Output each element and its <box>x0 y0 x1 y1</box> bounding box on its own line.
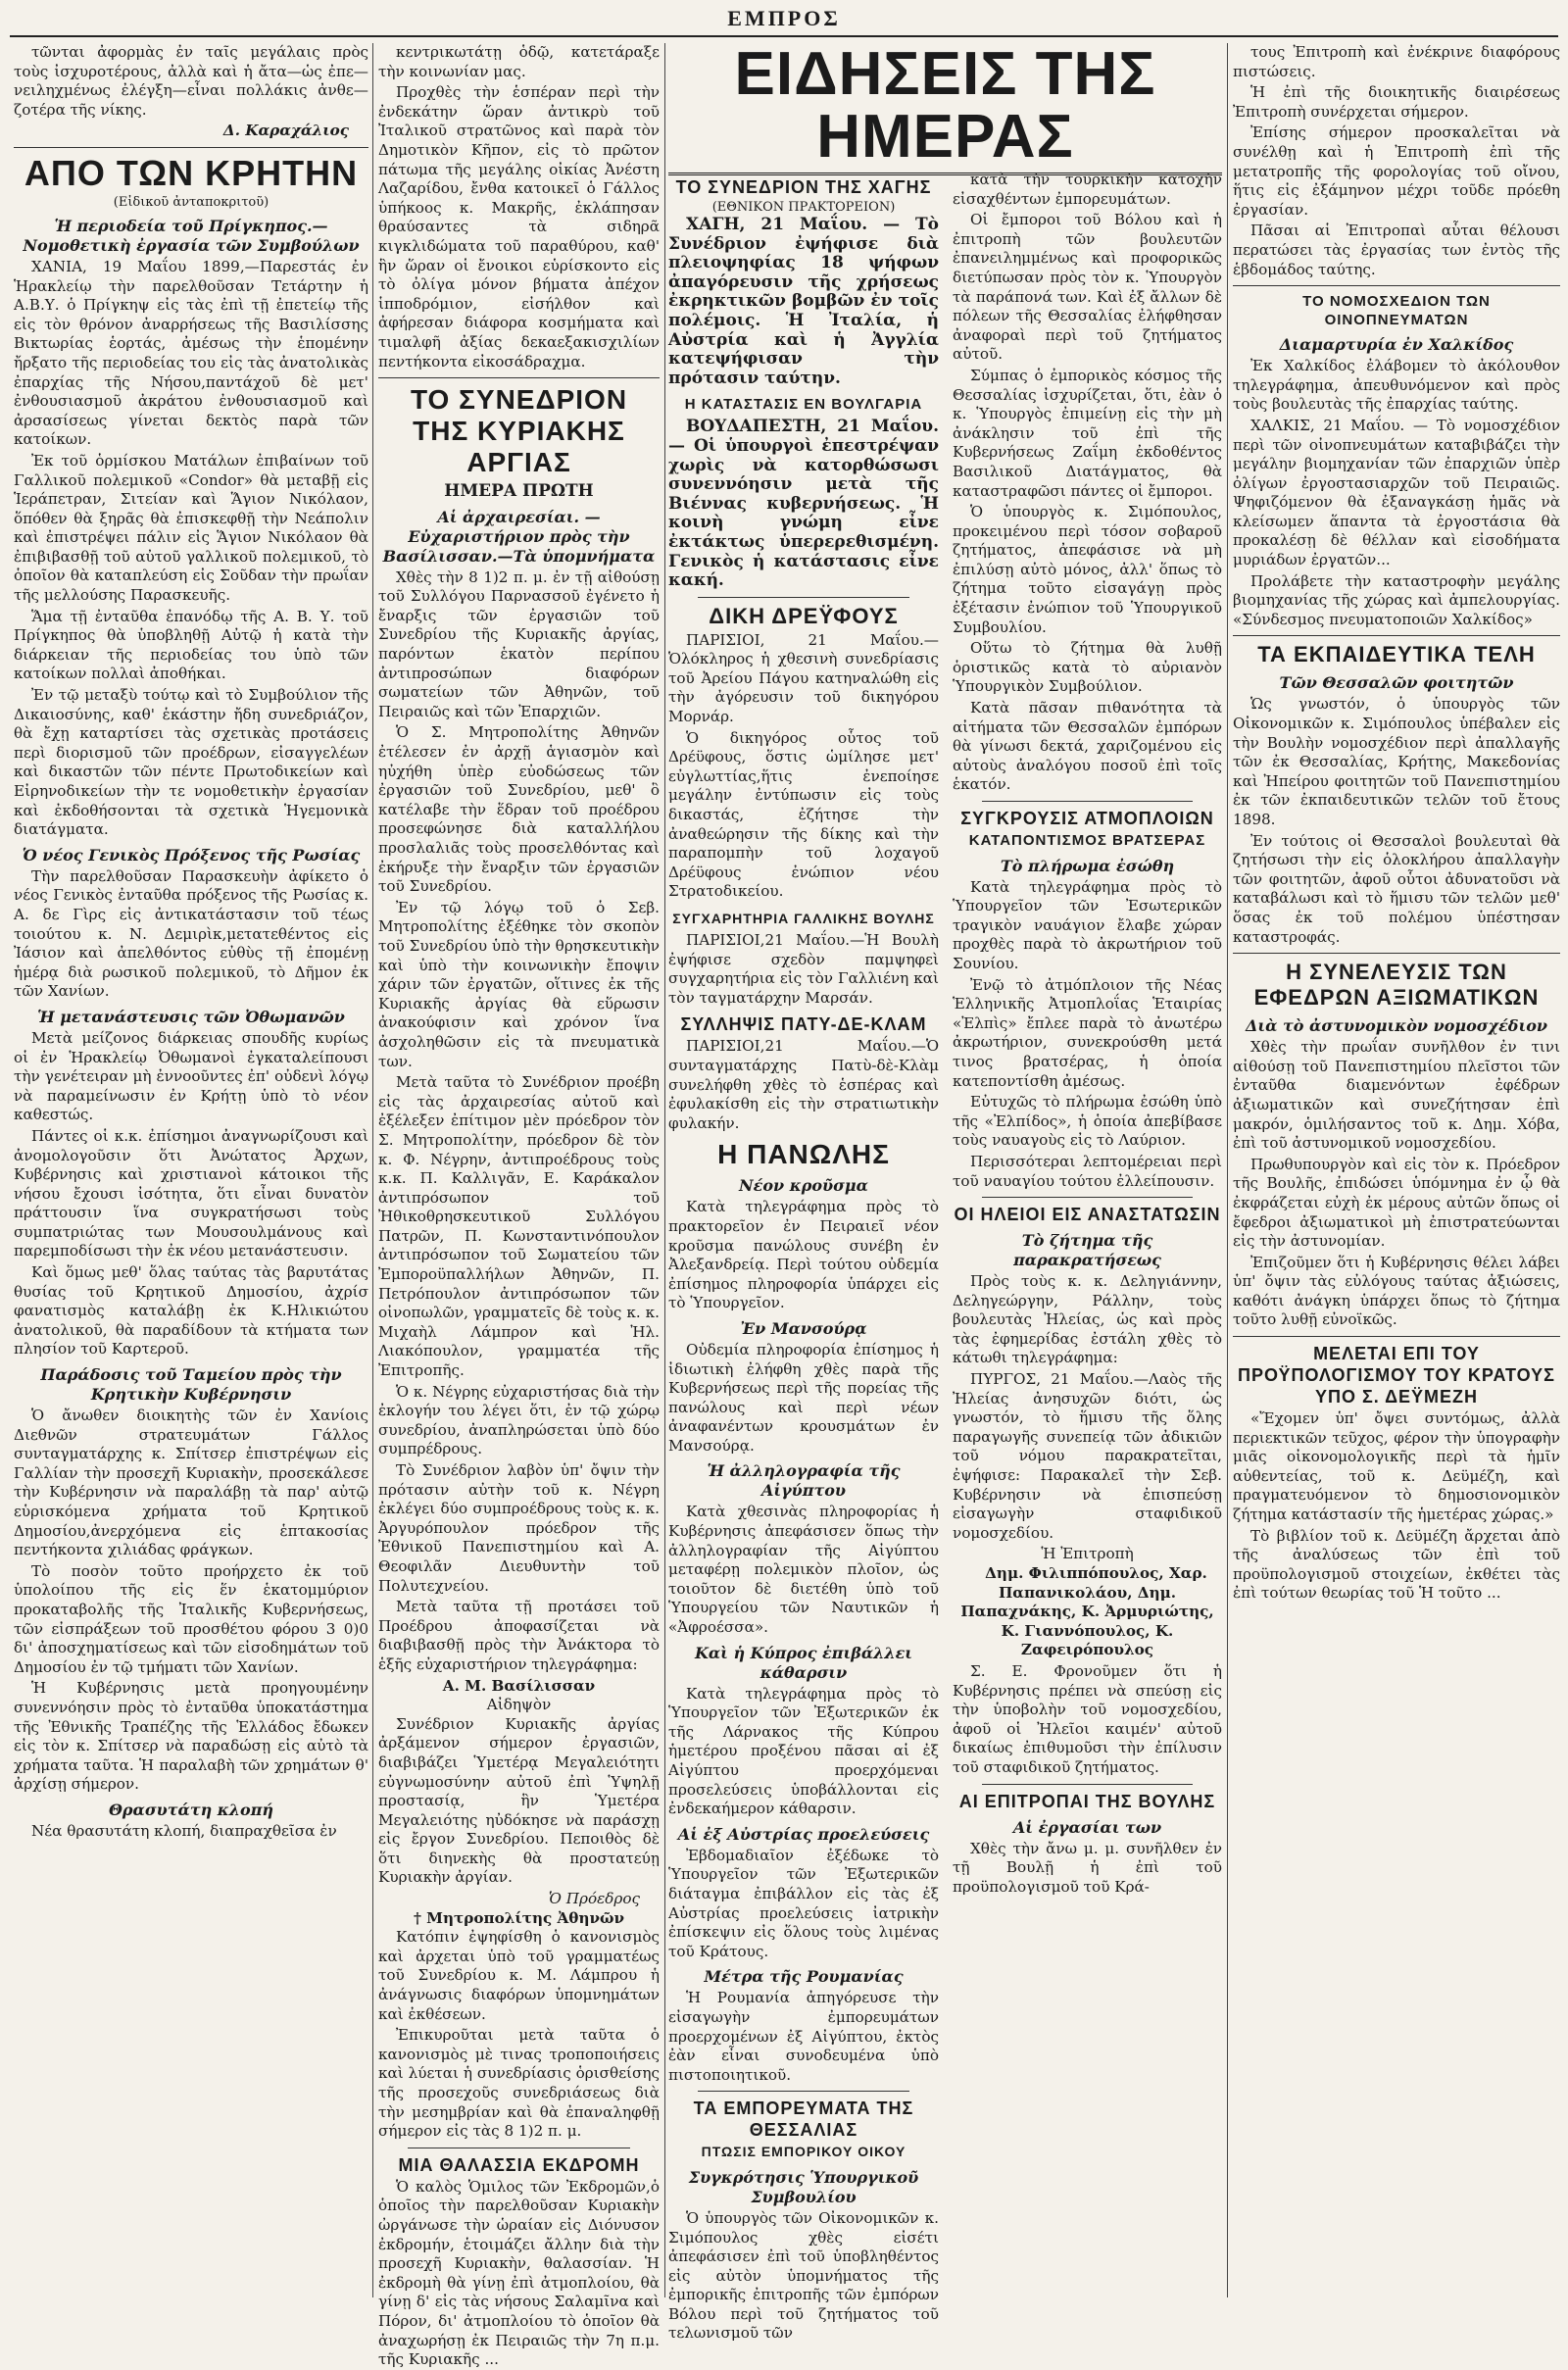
paragraph: Ἐπιζοῦμεν ὅτι ἡ Κυβέρνησις θέλει λάβει ὑπ' ὄψιν τὰς εὐλόγους ταύτας ἀξιώσεις, καθότι ἀνάγκη ὑπάρχει ὅπως τὸ ζήτημα τοῦτο λυθῇ εὐνοϊκῶς. <box>1233 1253 1560 1329</box>
section-subheadline: ΠΤΩΣΙΣ ΕΜΠΟΡΙΚΟΥ ΟΙΚΟΥ <box>701 2144 906 2160</box>
column-divider <box>1227 43 1228 2297</box>
paragraph: ΧΑΝΙΑ, 19 Μαΐου 1899,—Παρεστάς ἐν Ἡρακλείῳ τὴν παρελθοῦσαν Τετάρτην ἡ Α.Β.Υ. ὁ Πρίγκηψ εἰς τὰς ἐπὶ τῇ ἐπετείῳ τῆς εἰς τὸν θρόνον ἀναρρήσεως τῆς Βασιλίσσης Βικτωρίας ἑορτάς, ἀμέσως τὴν ἑπομένην ἤρξατο τῆς περιοδείας του εἰς τὰς ἀνατολικὰς ἐπαρχίας τῆς Νήσου,παντάχοῦ δὲ μετ' ἐνθουσιασμοῦ ἀκράτου ἐνθουσιασμοῦ καὶ ἀρσασίσεως γίνεται δεκτὸς παρὰ τῶν κατοίκων. <box>14 257 368 449</box>
paragraph: Οἱ ἔμποροι τοῦ Βόλου καὶ ἡ ἐπιτροπὴ τῶν βουλευτῶν ἐπανειλημμένως καὶ προφορικῶς διετύπωσαν πρὸς τὸν κ. Ὑπουργὸν τὰ παράπονά των. Καὶ ἐξ ἄλλων δὲ πόλεων τῆς Θεσσαλίας ἐλήφθησαν ἀναφοραὶ περὶ τοῦ ζητήματος αὐτοῦ. <box>953 211 1222 364</box>
paragraph: Ὁ ἄνωθεν διοικητὴς τῶν ἐν Χανίοις Διεθνῶν στρατευμάτων Γάλλος συνταγματάρχης κ. Σπίτσερ ἐπιστρέψων εἰς Γαλλίαν τὴν προσεχῆ Κυριακὴν, προσεκάλεσε τὴν Κυβέρνησιν νὰ παραλάβῃ τὰ παρ' αὐτῷ εὑρισκόμενα χρήματα τοῦ Κρητικοῦ Δημοσίου,ἀνερχόμενα εἰς ἑπτακοσίας πεντήκοντα χιλιάδας φράγκων. <box>14 1407 368 1559</box>
paragraph: Ὁ κ. Νέγρης εὐχαριστήσας διὰ τὴν ἐκλογήν του λέγει ὅτι, ἐν τῷ χώρῳ συνεδρίου, ἀναπληρώσεται ὑπὸ δύο συμπρέδρους. <box>378 1382 660 1458</box>
paragraph: Σ. Ε. Φρονοῦμεν ὅτι ἡ Κυβέρνησις πρέπει νὰ σπεύσῃ εἰς τὴν ὑποβολὴν τοῦ νομοσχεδίου, ἀφοῦ οἱ Ἠλεῖοι καιμέν' αὐτοῦ δικαίως ἐπιθυμοῦσι τὴν ἐπίλυσιν τοῦ σταφιδικοῦ ζητήματος. <box>953 1661 1222 1776</box>
paragraph: Ἐν τῷ λόγῳ τοῦ ὁ Σεβ. Μητροπολίτης ἐξέθηκε τὸν σκοπὸν τοῦ Συνεδρίου ὑπὸ τὴν θρησκευτικὴν καὶ ὑπὸ τὴν κοινωνικὴν ἔποψιν χάριν τῶν ἐργατῶν, οἵτινες ἐκ τῆς Κυριακῆς ἀργίας θὰ εὕρωσιν ἀνακούφισιν καὶ χρόνον ἵνα ἀσχοληθῶσιν εἰς τὰ πνευματικὰ των. <box>378 898 660 1070</box>
paragraph: Ὁ Σ. Μητροπολίτης Ἀθηνῶν ἐτέλεσεν ἐν ἀρχῇ ἁγιασμὸν καὶ ηὐχήθη ὑπὲρ εὐοδώσεως τῶν ἐργασιῶν τοῦ Συνεδρίου, μεθ' ὃ κατέλαβε τὴν ἕδραν τοῦ προέδρου προσεφώνησε διὰ καταλλήλου προσλαλιᾶς τοὺς προσελθόντας καὶ ἐκήρυξε τὴν ἔναρξιν τῶν ἐργασιῶν τοῦ Συνεδρίου. <box>378 723 660 896</box>
paragraph: Ἡ Κυβέρνησις μετὰ προηγουμένην συνεννόησιν πρὸς τὸ ἐνταῦθα ὑποκατάστημα τῆς Ἐθνικῆς Τραπέζης τῆς Ἑλλάδος ἔδωκεν εἰς τὸν κ. Σπίτσερ νὰ παραδώσῃ εἰς αὐτὸ τὰ χρήματα ταῦτα. Ἡ παραλαβὴ τῶν χρημάτων θ' ἀρχίσῃ σήμερον. <box>14 1679 368 1794</box>
signature-title: Ὁ Πρόεδρος <box>548 1890 640 1908</box>
paragraph: Οὐδεμία πληροφορία ἐπίσημος ἡ ἰδιωτικὴ ἐλήφθη χθὲς παρὰ τῆς Κυβερνήσεως περὶ τῆς πορείας τῆς πανώλους καὶ περὶ νέων ἀναφανέντων κρουσμάτων ἐν Μανσούρᾳ. <box>668 1340 939 1455</box>
section-headline: ΜΕΛΕΤΑΙ ΕΠΙ ΤΟΥ ΠΡΟΫΠΟΛΟΓΙΣΜΟΥ ΤΟΥ ΚΡΑΤΟΥΣ ΥΠΟ Σ. ΔΕΫΜΕΖΗ <box>1237 1344 1555 1407</box>
column-3 <box>668 40 1222 2343</box>
paragraph: Ἡ ἐπὶ τῆς διοικητικῆς διαιρέσεως Ἐπιτροπὴ συνέρχεται σήμερον. <box>1233 83 1560 121</box>
paragraph: Χθὲς τὴν 8 1)2 π. μ. ἐν τῇ αἰθούσῃ τοῦ Συλλόγου Παρνασσοῦ ἐγένετο ἡ ἔναρξις τῶν ἐργασιῶν τοῦ Συνεδρίου τῆς Κυριακῆς ἀργίας, παρόντων ἑκατὸν περίπου ἀντιπροσώπων διαφόρων σωματείων τῶν Ἀθηνῶν, τοῦ Πειραιῶς καὶ τῶν Ἐπαρχιῶν. <box>378 568 660 720</box>
paragraph: τους Ἐπιτροπὴ καὶ ἐνέκρινε διαφόρους πιστώσεις. <box>1233 43 1560 80</box>
divider <box>982 1197 1193 1198</box>
section-headline: ΑΙ ΕΠΙΤΡΟΠΑΙ ΤΗΣ ΒΟΥΛΗΣ <box>958 1791 1216 1811</box>
subheading: Θρασυτάτη κλοπή <box>108 1800 274 1819</box>
section-headline: ΔΙΚΗ ΔΡΕΫΦΟΥΣ <box>709 603 899 628</box>
paragraph: Ἐνῷ τὸ ἀτμόπλοιον τῆς Νέας Ἑλληνικῆς Ἀτμοπλοΐας Ἑταιρίας «Ἐλπὶς» ἔπλεε παρὰ τὸ ἀνωτέρω ἀκρωτήριον, συνεκρούσθη μετά τινος βρατσέρας, ἡ ὁποία κατεποντίσθη ἀμέσως. <box>953 975 1222 1090</box>
subheading: Ἡ περιοδεία τοῦ Πρίγκηπος.—Νομοθετικὴ ἐργασία τῶν Συμβούλων <box>23 216 360 255</box>
paragraph: ΠΑΡΙΣΙΟΙ, 21 Μαΐου.—Ὁλόκληρος ἡ χθεσινὴ συνεδρίασις τοῦ Ἀρείου Πάγου κατηναλώθη εἰς τὴν ἀγόρευσιν τοῦ δικηγόρου Μορνάρ. <box>668 630 939 726</box>
divider <box>698 2091 909 2092</box>
main-headline: ΕΙΔΗΣΕΙΣ ΤΗΣ ΗΜΕΡΑΣ <box>668 43 1222 175</box>
paragraph: ΧΑΓΗ, 21 Μαΐου. — Τὸ Συνέδριον ἐψήφισε διὰ πλειοψηφίας 18 ψήφων ἀπαγόρευσιν τῆς χρήσεως ἐκρηκτικῶν βομβῶν ἐν τοῖς πολέμοις. Ἡ Ἰταλία, ἡ Αὐστρία καὶ ἡ Ἀγγλία κατεψήφισαν τὴν πρότασιν ταύτην. <box>668 215 939 388</box>
paragraph: Πᾶσαι αἱ Ἐπιτροπαὶ αὗται θέλουσι περατώσει τὰς ἐργασίας των ἐντὸς τῆς ἑβδομάδος ταύτης. <box>1233 222 1560 278</box>
section-headline: ΑΠΟ ΤΩΝ ΚΡΗΤΗΝ <box>24 152 359 193</box>
subheading: Ἡ ἀλληλογραφία τῆς Αἰγύπτου <box>707 1461 901 1501</box>
subheading: Αἱ ἀρχαιρεσίαι. — Εὐχαριστήριον πρὸς τὴν Βασίλισσαν.—Τὰ ὑπομνήματα <box>382 507 656 566</box>
section-headline: ΤΟ ΣΥΝΕΔΡΙΟΝ ΤΗΣ ΧΑΓΗΣ <box>675 177 932 197</box>
divider <box>14 147 368 148</box>
paragraph: Εὐτυχῶς τὸ πλήρωμα ἐσώθη ὑπὸ τῆς «Ἐλπίδος», ἡ ὁποία ἀπεβίβασε τοὺς ναυαγοὺς εἰς τὸ Λαύριον. <box>953 1093 1222 1150</box>
paragraph: Πάντες οἱ κ.κ. ἐπίσημοι ἀναγνωρίζουσι καὶ ἀνομολογοῦσιν ὅτι Ἀνώτατος Ἀρχων, Κυβέρνησις καὶ χριστιανοὶ κάτοικοι τῆς νήσου ἔχουσι ἰσότητα, ὅτι εἶναι δυνατὸν πράττουσιν ἵνα συγκρατήσωσι τοὺς συμπατριώτας των Μουσουλμάνους καὶ παρεμποδίσωσι τὴν ἐκ νέου μετανάστευσιν. <box>14 1126 368 1260</box>
paragraph: Κατὰ τηλεγράφημα πρὸς τὸ Ὑπουργεῖον τῶν Ἐσωτερικῶν τραγικὸν ναυάγιον ἔλαβε χώραν προχθὲς παρὰ τὸ ἀκρωτήριον τοῦ Σουνίου. <box>953 877 1222 972</box>
section-headline: ΤΑ ΕΚΠΑΙΔΕΥΤΙΚΑ ΤΕΛΗ <box>1257 642 1536 667</box>
paragraph: Κατόπιν ἐψηφίσθη ὁ κανονισμὸς καὶ ἀρχεται ὑπὸ τοῦ γραμματέως τοῦ Συνεδρίου κ. Μ. Λάμπρου ἡ ἀνάγνωσις διαφόρων ὑπομνημάτων καὶ ἐκθέσεων. <box>378 1928 660 2023</box>
paragraph: ΧΑΛΚΙΣ, 21 Μαΐου. — Τὸ νομοσχέδιον περὶ τῶν οἰνοπνευμάτων καταβιβάζει τὴν μεγάλην βιομηχανίαν τῶν ἐπαρχιῶν ὑπὲρ ὀλίγων ἐργοστασιαρχῶν τοῦ Πειραιῶς. Ψηφιζόμενον θὰ ἐξαναγκάσῃ ἡμᾶς νὰ κλείσωμεν ἅπαντα τὰ ἐργοστάσια θὰ προκαλέσῃ δὲ θέλλαν καὶ εἰσοδήματα μυριάδων ἐργατῶν... <box>1233 416 1560 569</box>
paragraph: Πρωθυπουργὸν καὶ εἰς τὸν κ. Πρόεδρον τῆς Βουλῆς, ἐπιδώσει ὑπόμνημα ἐν ᾧ θὰ ἐκφράζεται εὐχὴ ἐκ μέρους αὐτῶν ὅπως οἱ ἔφεδροι ἀξιωματικοὶ μὴ ἐπιστρατεύωνται εἰς τὴν ἀστυνομίαν. <box>1233 1155 1560 1251</box>
author-signature: Δ. Καραχάλιος <box>222 122 349 140</box>
paragraph: Ὁ δικηγόρος οὗτος τοῦ Δρέϋφους, ὅστις ὡμίλησε μετ' εὐγλωττίας,ἥτις ἐνεποίησε μεγάλην ἐντύπωσιν εἰς τοὺς δικαστάς, ἐζήτησε τὴν ἀναθεώρησιν τῆς δίκης καὶ τὴν παραπομπὴν τοῦ λοχαγοῦ Δρέϋφους ἐνώπιον νέου Στρατοδικείου. <box>668 728 939 901</box>
byline: (Εἰδικοῦ ἀνταποκριτοῦ) <box>113 194 270 210</box>
byline: (ΕΘΝΙΚΟΝ ΠΡΑΚΤΟΡΕΙΟΝ) <box>711 200 896 215</box>
paragraph: Κατὰ τηλεγράφημα πρὸς τὸ πρακτορεῖον ἐν Πειραιεῖ νέον κροῦσμα πανώλους συνέβη ἐν Ἀλεξανδρείᾳ. Περὶ τούτου οὐδεμία ἐπίσημος πληροφορία ὑπάρχει εἰς τὸ Ὑπουργεῖον. <box>668 1198 939 1312</box>
paragraph: Ἐπικυροῦται μετὰ ταῦτα ὁ κανονισμὸς μὲ τινας τροποποιήσεις καὶ λύεται ἡ συνεδρίασις ὁρισθείσης τῆς προσεχοῦς συνεδριάσεως διὰ τὴν μεσημβρίαν καὶ θὰ ἐπαναληφθῇ σήμερον εἰς τὰς 8 1)2 π. μ. <box>378 2026 660 2141</box>
paragraph: ΒΟΥΔΑΠΕΣΤΗ, 21 Μαΐου. — Οἱ ὑπουργοὶ ἐπεστρέψαν χωρὶς νὰ κατορθώσωσι συνεννόησιν μετὰ τῆς Βιέννας κυβερνήσεως. Ἡ κοινὴ γνώμη εἶνε ἐκτάκτως ὑπερερεθισμένη. Γενικὸς ἡ κατάστασις εἶνε κακή. <box>668 417 939 591</box>
section-headline: ΟΙ ΗΛΕΙΟΙ ΕΙΣ ΑΝΑΣΤΑΤΩΣΙΝ <box>954 1205 1221 1225</box>
subheading: Αἱ ἐργασίαι των <box>1012 1817 1162 1837</box>
telegram-place: Αἰδηψὸν <box>486 1696 552 1714</box>
subheading: Νέον κροῦσμα <box>739 1176 868 1196</box>
column-divider <box>372 43 373 2297</box>
subheading: Παράδοσις τοῦ Ταμείου πρὸς τὴν Κρητικὴν Κυβέρνησιν <box>40 1365 342 1405</box>
paragraph: «Ἔχομεν ὑπ' ὄψει συντόμως, ἀλλὰ περιεκτικῶν τεῦχος, φέρον τὴν ὑπογραφὴν μιᾶς οἰκονομολογικῆς περὶ τὰ ἡμῖν αὐθεντείας, τοῦ κ. Δεϋμέζη, καὶ πραγματευόμενον τὸ δημοσιονομικὸν ζήτημα κατάστασίν τῆς ἡμετέρας χώρας.» <box>1233 1409 1560 1524</box>
paragraph: Συνέδριον Κυριακῆς ἀργίας ἀρξάμενον σήμερον ἐργασιῶν, διαβιβάζει Ὑμετέρᾳ Μεγαλειότητι εὐγνωμοσύνην αὐτοῦ ἐπὶ Ὑψηλῇ προστασίᾳ, ἣν Ὑμετέρα Μεγαλειότης ηὐδόκησε νὰ παράσχῃ εἰς ἔργον Συνεδρίου. Πεποιθὸς δὲ ὅτι διηνεκὴς θὰ προστατεύῃ Κυριακὴν ἀργίαν. <box>378 1714 660 1887</box>
signature-name: † Μητροπολίτης Ἀθηνῶν <box>413 1908 625 1927</box>
masthead: ΕΜΠΡΟΣ <box>727 6 841 30</box>
divider <box>698 597 909 598</box>
subheading: Τῶν Θεσσαλῶν φοιτητῶν <box>1279 673 1514 693</box>
column-divider <box>664 43 665 2297</box>
paragraph: Προλάβετε τὴν καταστροφὴν μεγάλης βιομηχανίας τῆς χώρας καὶ ἀμπελουργίας. «Σύνδεσμος πνευματοποιῶν Χαλκίδος» <box>1233 571 1560 628</box>
divider <box>1233 285 1560 286</box>
subheading: Ἡ μετανάστευσις τῶν Ὀθωμανῶν <box>37 1007 345 1026</box>
subheading: Ὁ νέος Γενικὸς Πρόξενος τῆς Ρωσίας <box>22 845 361 864</box>
section-headline: ΤΟ ΝΟΜΟΣΧΕΔΙΟΝ ΤΩΝ ΟΙΝΟΠΝΕΥΜΑΤΩΝ <box>1302 293 1491 329</box>
telegram-addressee: Α. Μ. Βασίλισσαν <box>442 1676 596 1695</box>
section-headline: ΣΥΓΧΑΡΗΤΗΡΙΑ ΓΑΛΛΙΚΗΣ ΒΟΥΛΗΣ <box>672 911 935 926</box>
section-headline: Η ΣΥΝΕΛΕΥΣΙΣ ΤΩΝ ΕΦΕΔΡΩΝ ΑΞΙΩΜΑΤΙΚΩΝ <box>1253 960 1540 1011</box>
paragraph: Σύμπας ὁ ἐμπορικὸς κόσμος τῆς Θεσσαλίας ἰσχυρίζεται, ὅτι, ἐὰν ὁ κ. Ὑπουργὸς ἐπιμείνῃ εἰς τὴν μὴ ἀνάκλησιν τοῦ ἐπὶ τῆς Κυβερνήσεως Ζαΐμη ἐκδοθέντος Βασιλικοῦ Διατάγματος, θὰ καταστραφῶσι πάντες οἱ ἔμποροι. <box>953 366 1222 500</box>
paragraph: Πρὸς τοὺς κ. κ. Δεληγιάννην, Δεληγεώργην, Ράλλην, τοὺς βουλευτὰς Ἠλείας, ὡς καὶ πρὸς τὰς ἐφημερίδας ἐστάλη χθὲς τὸ κάτωθι τηλεγράφημα: <box>953 1272 1222 1367</box>
divider <box>1233 1336 1560 1337</box>
divider <box>982 1784 1193 1785</box>
paragraph: ΠΑΡΙΣΙΟΙ,21 Μαΐου.—Ἡ Βουλὴ ἐψήφισε σχεδὸν παμψηφεὶ συγχαρητήρια εἰς τὸν Γαλλιένη καὶ τὸν ταγματάρχην Μαρσάν. <box>668 931 939 1007</box>
section-headline: ΜΙΑ ΘΑΛΑΣΣΙΑ ΕΚΔΡΟΜΗ <box>398 2154 640 2175</box>
column-4 <box>1233 43 1560 2297</box>
paragraph: Χθὲς τὴν ἄνω μ. μ. συνῆλθεν ἐν τῇ Βουλῇ ἡ ἐπὶ τοῦ προϋπολογισμοῦ τοῦ Κρά- <box>953 1839 1222 1896</box>
subheading: Ἐν Μανσούρᾳ <box>740 1318 867 1338</box>
section-headline: Η ΠΑΝΩΛΗΣ <box>717 1139 890 1170</box>
paragraph: Ἐκ τοῦ ὁρμίσκου Ματάλων ἐπιβαίνων τοῦ Γαλλικοῦ πολεμικοῦ «Condor» θὰ μεταβῇ εἰς Ἱεράπετραν, Σιτείαν καὶ Ἅγιον Νικόλαον, ὅπόθεν θὰ ξηρᾶς θὰ ἐπισκεφθῇ τὴν Νεάπολιν καὶ ἐπιστρέψει πάλιν εἰς Ἅγιον Νικόλαον θὰ ἐπιβιβασθῇ τοῦ αὐτοῦ γαλλικοῦ πολεμικοῦ, τὸ ὁποῖον θὰ καταπλεύση εἰς Σοῦδαν τὴν πρωΐαν τῆς μελλούσης Παρασκευῆς. <box>14 451 368 605</box>
paragraph: Κατὰ τηλεγράφημα πρὸς τὸ Ὑπουργεῖον τῶν Ἐξωτερικῶν ἐκ τῆς Λάρνακος τῆς Κύπρου ἡμετέρου προξένου πᾶσαι αἱ ἐξ Αἰγύπτου προερχόμεναι προσελεύσεις ὑποβάλλονται εἰς ἐνδεκαήμερον κάθαρσιν. <box>668 1684 939 1818</box>
subheading: Αἱ ἐξ Αὐστρίας προελεύσεις <box>677 1824 930 1844</box>
section-headline: ΤΟ ΣΥΝΕΔΡΙΟΝ ΤΗΣ ΚΥΡΙΑΚΗΣ ΑΡΓΙΑΣ <box>410 384 628 478</box>
paragraph: Ἐπίσης σήμερον προσκαλεῖται νὰ συνέλθῃ καὶ ἡ Ἐπιτροπὴ ἐπὶ τῆς μετατροπῆς τῆς φορολογίας τοῦ οἴνου, ἥτις εἰς ἐξάμηνον μέχρι τοῦδε πρόεθη ἐργασίαν. <box>1233 123 1560 219</box>
paragraph: Ἐν τῷ μεταξὺ τούτῳ καὶ τὸ Συμβούλιον τῆς Δικαιοσύνης, καθ' ἑκάστην ἤδη συνεδριάζον, θὰ ἔχῃ καταρτίσει τὰς σχετικὰς προτάσεις περὶ διορισμοῦ τῶν προέδρων, εἰσαγγελέων καὶ δικαστῶν τῶν πέντε Πρωτοδικείων καὶ Εἰρηνοδικείων τὴν τε νομοθετικὴν ἐργασίαν καὶ ἐκδοθήσονται τὰ σχετικὰ Ἡγεμονικὰ διατάγματα. <box>14 686 368 839</box>
section-subtitle: ΗΜΕΡΑ ΠΡΩΤΗ <box>444 481 594 502</box>
paragraph: κεντρικωτάτῃ ὁδῷ, κατετάραξε τὴν κοινωνίαν μας. <box>378 43 660 80</box>
paragraph: Μετὰ μείζονος διάρκειας σπουδῆς κυρίως οἱ ἐν Ἡρακλείῳ Ὀθωμανοὶ ἐγκαταλείπουσι τὴν γενέτειραν μὴ ἐννοοῦντες ἐπ' οὐδενὶ λόγῳ νὰ παραμείνωσιν ἐν Κρήτῃ ὑπὸ τὸ νέον καθεστώς. <box>14 1028 368 1124</box>
paragraph: Προχθὲς τὴν ἑσπέραν περὶ τὴν ἐνδεκάτην ὥραν ἀντικρὺ τοῦ Ἰταλικοῦ στρατῶνος καὶ παρὰ τὸν Δημοτικὸν Κῆπον, εἰς τὸ πρῶτον πάτωμα τῆς μεγάλης οἰκίας Ἀνέστη Λαζαρίδου, ἔνθα κατοικεῖ ὁ Γάλλος ὑπήκοος κ. Μακρῆς, ἐκλάπησαν θραύσαντες τὰ σιδηρᾶ κιγκλιδώματα τοῦ παραθύρου, καθ' ἣν ὥραν οἱ ἔνοικοι εὑρίσκοντο εἰς τὸ ὀλίγα μόνον βήματα ἀπέχον ἱπποδρόμιον, εἰσήλθον καὶ ἀφήρεσαν διάφορα κοσμήματα καὶ τιμαλφῆ ἀξίας δεκαεξακισχιλίων πεντήκοντα εἰκοσάδραχμα. <box>378 83 660 370</box>
paragraph: Τὸ βιβλίον τοῦ κ. Δεϋμέζη ἄρχεται ἀπὸ τῆς ἀναλύσεως τῶν ἐπὶ τοῦ προϋπολογισμοῦ στοιχείων, ἐκθέτει τὰς ἐπὶ τούτων θεωρίας τοῦ Ἡ τοῦτο ... <box>1233 1526 1560 1603</box>
paragraph: Νέα θρασυτάτη κλοπή, διαπραχθεῖσα ἐν <box>31 1821 337 1840</box>
subheading: Τὸ ζήτημα τῆς παρακρατήσεως <box>1013 1231 1161 1270</box>
paragraph: Τὸ ποσὸν τοῦτο προήρχετο ἐκ τοῦ ὑπολοίπου τῆς εἰς ἕν ἑκατομμύριον προκαταβολῆς τῆς Ἰταλικῆς Κυβερνήσεως, τῶν εἰσπράξεων τοῦ προσθέτου φόρου 3 0)0 δι' ἀποσχηματίσεως καὶ τῶν εἰσοδημάτων τοῦ Δημοσίου ἐν τῷ τμήματι τῶν Χανίων. <box>14 1561 368 1676</box>
subheading: Συγκρότησις Ὑπουργικοῦ Συμβουλίου <box>688 2167 919 2206</box>
divider <box>1233 953 1560 954</box>
paragraph: Ὁ ὑπουργὸς κ. Σιμόπουλος, προκειμένου περὶ τόσον σοβαροῦ ζητήματος, ἀπεφάσισε νὰ μὴ ἐπιλύσῃ αὐτὸ μόνος, ἀλλ' ὅπως τὸ ζήτημα τοῦτο εἰσαγάγῃ πρὸς ἐξέτασιν ἐνώπιον τοῦ Ὑπουργικοῦ Συμβουλίου. <box>953 503 1222 636</box>
paragraph: Τὸ Συνέδριον λαβὸν ὑπ' ὄψιν τὴν πρότασιν αὐτὴν τοῦ κ. Νέγρη ἐκλέγει δύο συμπροέδρους τοὺς κ. κ. Ἀργυρόπουλον πρόεδρον τῆς Ἐθνικοῦ Πανεπιστημίου καὶ Α. Θεοφιλᾶν Διευθυντὴν τοῦ Πολυτεχνείου. <box>378 1461 660 1595</box>
paragraph: Ἅμα τῇ ἐνταῦθα ἐπανόδῳ τῆς Α. Β. Υ. τοῦ Πρίγκηπος θὰ ὑποβληθῇ Αὐτῷ ἡ κατὰ τὴν διάρκειαν τῆς περιοδείας του ὑπὸ τῶν κατοίκων πολλαὶ ἀποθήκαι. <box>14 607 368 683</box>
section-headline: ΣΥΛΛΗΨΙΣ ΠΑΤΥ-ΔΕ-ΚΛΑΜ <box>680 1014 927 1035</box>
column-3-left <box>668 171 939 2345</box>
subheading: Τὸ πλήρωμα ἐσώθη <box>1000 856 1175 875</box>
paragraph: Κατὰ χθεσινὰς πληροφορίας ἡ Κυβέρνησις ἀπεφάσισεν ὅπως τὴν ἀλληλογραφίαν τῆς Αἰγύπτου μεταφέρῃ πολεμικὸν πλοῖον, ὡς τοιοῦτον δὲ διετέθη ὑπὸ τοῦ Ὑπουργείου τῶν Ναυτικῶν ἡ «Ἀφροέσσα». <box>668 1503 939 1637</box>
section-headline: Η ΚΑΤΑΣΤΑΣΙΣ ΕΝ ΒΟΥΛΓΑΡΙΑ <box>684 396 923 414</box>
paragraph: Ἐβδομαδιαῖον ἐξέδωκε τὸ Ὑπουργεῖον τῶν Ἐξωτερικῶν διάταγμα ἐπιβάλλον εἰς τὰς ἐξ Αὐστρίας προελεύσεις ἰατρικὴν ἐπίσκεψιν εἰς ὅλους τοὺς λιμένας τοῦ Κράτους. <box>668 1846 939 1960</box>
subheading: Διαμαρτυρία ἐν Χαλκίδος <box>1279 335 1514 355</box>
divider <box>378 377 660 378</box>
paragraph: τῶνται ἀφορμὰς ἐν ταῖς μεγάλαις πρὸς τοὺς ἰσχυροτέρους, ἀλλὰ καὶ ἡ ἄτα—ὡς ἐπε— νειληχμένως ἐλέγξη—εἶναι πολλάκις ἀνθε— ζοτέρα τῆς νίκης. <box>14 43 368 119</box>
paragraph: Κατὰ πᾶσαν πιθανότητα τὰ αἰτήματα τῶν Θεσσαλῶν ἐμπόρων θὰ γίνωσι δεκτά, χαριζομένου εἰς αὐτοὺς ἀναλόγου ποσοῦ ἐπὶ τοῖς ἑκατόν. <box>953 699 1222 794</box>
paragraph: Ὡς γνωστόν, ὁ ὑπουργὸς τῶν Οἰκονομικῶν κ. Σιμόπουλος ὑπέβαλεν εἰς τὴν Βουλὴν νομοσχέδιον περὶ ἀπαλλαγῆς τῶν ἐκ Θεσσαλίας, Κρήτης, Μακεδονίας καὶ Ἠπείρου φοιτητῶν τοῦ Πανεπιστημίου ἐκ τῶν ἐκπαιδευτικῶν τελῶν τοῦ ἔτους 1898. <box>1233 695 1560 828</box>
section-subheadline: ΚΑΤΑΠΟΝΤΙΣΜΟΣ ΒΡΑΤΣΕΡΑΣ <box>968 832 1206 849</box>
signature-names: Δημ. Φιλιππόπουλος, Χαρ. Παπανικολάου, Δημ. Παπαχνάκης, Κ. Ἀρμυριώτης, Κ. Γιαννόπουλος, Κ. Ζαφειρόπουλος <box>960 1564 1214 1659</box>
paragraph: Ὁ ὑπουργὸς τῶν Οἰκονομικῶν κ. Σιμόπουλος χθὲς εἰσέτι ἀπεφάσισεν ἐπὶ τοῦ ὑποβληθέντος εἰς αὐτὸν ὑπομνήματος τῆς ἐμπορικῆς ἐπιτροπῆς τῶν ἐμπόρων Βόλου περὶ τοῦ ζητήματος τοῦ τελωνισμοῦ τῶν <box>668 2208 939 2343</box>
paragraph: Ἡ Ρουμανία ἀπηγόρευσε τὴν εἰσαγωγὴν ἐμπορευμάτων προερχομένων ἐξ Αἰγύπτου, ἐκτὸς ἐὰν εἶναι συνοδευμένα ὑπὸ πιστοποιητικοῦ. <box>668 1989 939 2084</box>
masthead-rule <box>10 35 1558 37</box>
column-3-right <box>953 171 1222 1899</box>
paragraph: ΠΥΡΓΟΣ, 21 Μαΐου.—Λαὸς τῆς Ἠλείας ἀνησυχῶν διότι, ὡς γνωστόν, τὸ ἥμισυ τῆς ὅλης παραγωγῆς συνεπείᾳ τῶν ἀδικιῶν τοῦ νόμου παρακρατεῖται, ἐψήφισε: Παρακαλεῖ τὴν Σεβ. Κυβέρνησιν νὰ ἐπισπεύσῃ εἰσαγωγὴν σταφιδικοῦ νομοσχεδίου. <box>953 1370 1222 1542</box>
paragraph: Περισσότεραι λεπτομέρειαι περὶ τοῦ ναυαγίου τούτου ἐλλείπουσιν. <box>953 1152 1222 1190</box>
column-2 <box>378 43 660 2369</box>
divider <box>1233 635 1560 636</box>
subheading: Διὰ τὸ ἀστυνομικὸν νομοσχέδιον <box>1246 1016 1547 1036</box>
section-headline: ΤΑ ΕΜΠΟΡΕΥΜΑΤΑ ΤΗΣ ΘΕΣΣΑΛΙΑΣ <box>693 2098 914 2141</box>
paragraph: Μετὰ ταῦτα τῇ προτάσει τοῦ Προέδρου ἀποφασίζεται νὰ διαβιβασθῇ πρὸς τὴν Ἀνάκτορα τὸ ἑξῆς εὐχαριστήριον τηλεγράφημα: <box>378 1598 660 1673</box>
paragraph: Ὁ καλὸς Ὁμιλος τῶν Ἐκδρομῶν,ὁ ὁποῖος τὴν παρελθοῦσαν Κυριακὴν ὠργάνωσε τὴν ὡραίαν εἰς Διόνυσον ἐκδρομήν, ἑτοιμάζει ἄλλην διὰ τὴν προσεχῆ Κυριακὴν, θαλασσίαν. Ἡ ἐκδρομὴ θὰ γίνῃ ἐπὶ ἀτμοπλοίου, θὰ γίνῃ δ' εἰς τὰς νήσους Σαλαμῖνα καὶ Πόρον, δι' ἀτμοπλοίου τὸ ὁποῖον θὰ ἀναχωρήσῃ ἐκ Πειραιῶς τὴν 7η π.μ. τῆς Κυριακῆς ... <box>378 2177 660 2369</box>
subheading: Μέτρα τῆς Ρουμανίας <box>704 1967 904 1987</box>
column-1 <box>14 43 368 2297</box>
divider <box>982 801 1193 802</box>
paragraph: Ἐκ Χαλκίδος ἐλάβομεν τὸ ἀκόλουθον τηλεγράφημα, ἀπευθυνόμενον καὶ πρὸς τοὺς βουλευτὰς τῆς ἐπαρχίας ταύτης. <box>1233 357 1560 414</box>
section-headline: ΣΥΓΚΡΟΥΣΙΣ ΑΤΜΟΠΛΟΙΩΝ <box>960 809 1214 828</box>
signature-title: Ἡ Ἐπιτροπὴ <box>1041 1545 1134 1563</box>
paragraph: Χθὲς τὴν πρωΐαν συνῆλθον ἐν τινι αἰθούσῃ τοῦ Πανεπιστημίου πλεῖστοι τῶν ἐνταῦθα διαμενόντων ἐφέδρων ἀξιωματικῶν καὶ συνεζήτησαν ἐπὶ μακρόν, ὁμιλήσαντος τοῦ κ. Δημ. Χόβα, ἐπὶ τοῦ ἀστυνομικοῦ νομοσχεδίου. <box>1233 1038 1560 1153</box>
paragraph: κατὰ τὴν τουρκικὴν κατοχὴν εἰσαχθέντων ἐμπορευμάτων. <box>953 171 1222 208</box>
paragraph: ΠΑΡΙΣΙΟΙ,21 Μαΐου.—Ὁ συνταγματάρχης Πατὺ-δὲ-Κλὰμ συνελήφθη χθὲς τὸ ἑσπέρας καὶ ἐφυλακίσθη εἰς τὴν στρατιωτικὴν φυλακήν. <box>668 1037 939 1132</box>
paragraph: Οὕτω τὸ ζήτημα θὰ λυθῇ ὁριστικῶς κατὰ τὸ αὐριανὸν Ὑπουργικὸν Συμβούλιον. <box>953 639 1222 696</box>
paragraph: Τὴν παρελθοῦσαν Παρασκευὴν ἀφίκετο ὁ νέος Γενικὸς ἐνταῦθα πρόξενος τῆς Ρωσίας κ. Α. δε Γὶρς εἰς ἀντικατάστασιν τοῦ τέως τοιούτου κ. Ν. Δεμιρὶκ,μετατεθέντος εἰς Ἰάσιον καὶ ἀπελθόντος εὐθὺς τῇ ἐπομένῃ ἡμέρᾳ διὰ ρωσικοῦ πολεμικοῦ, τὸ Δῆμον ἐκ τῶν Χανίων. <box>14 866 368 1001</box>
subheading: Καὶ ἡ Κύπρος ἐπιβάλλει κάθαρσιν <box>694 1643 913 1682</box>
paragraph: Καὶ ὅμως μεθ' ὅλας ταύτας τὰς βαρυτάτας θυσίας τοῦ Κρητικοῦ Δημοσίου, ἀχρίσ φανατισμὸς καταλάβῃ ἐκ Κ.Ηλικιώτου ἀνατολικοῦ, θὰ παραδίδουν τὰ κτήματα των πλησίον τοῦ Καρτεροῦ. <box>14 1263 368 1358</box>
paragraph: Μετὰ ταῦτα τὸ Συνέδριον προέβη εἰς τὰς ἀρχαιρεσίας αὐτοῦ καὶ ἐξέλεξεν ἐπίτιμον μὲν πρόεδρον τὸν Σ. Μητροπολίτην, πρόεδρον δὲ τὸν κ. Φ. Νέγρην, ἀντιπροέδρους τοὺς κ.κ. Π. Καλλιγᾶν, Ε. Καράκαλον ἀντιπρόσωπον τοῦ Ἠθικοθρησκευτικοῦ Συλλόγου Πατρῶν, Π. Κωνσταντινόπουλον ἀντιπρόσωπον τοῦ Σωματείου τῶν Ἐμποροϋπαλλήλων Ἀθηνῶν, Π. Πετρόπουλον ἀντιπρόσωπον τῶν οἰνοπωλῶν, γραμματεῖς δὲ τοὺς κ. κ. Μιχαὴλ Λάμπρον καὶ Ἠλ. Λιακόπουλον, γραμματέα τῆς Ἐπιτροπῆς. <box>378 1073 660 1380</box>
paragraph: Ἐν τούτοις οἱ Θεσσαλοὶ βουλευταὶ θὰ ζητήσωσι τὴν εἰς ὁλοκλήρου ἀπαλλαγὴν τῶν φοιτητῶν, ἀφοῦ οὗτοι ἀδυνατοῦσι νὰ καταβάλωσι καὶ τὸ ἥμισυ τῶν τελῶν μεθ' ὅσας ἐκ τοῦ πολέμου ὑπέστησαν καταστροφάς. <box>1233 831 1560 946</box>
